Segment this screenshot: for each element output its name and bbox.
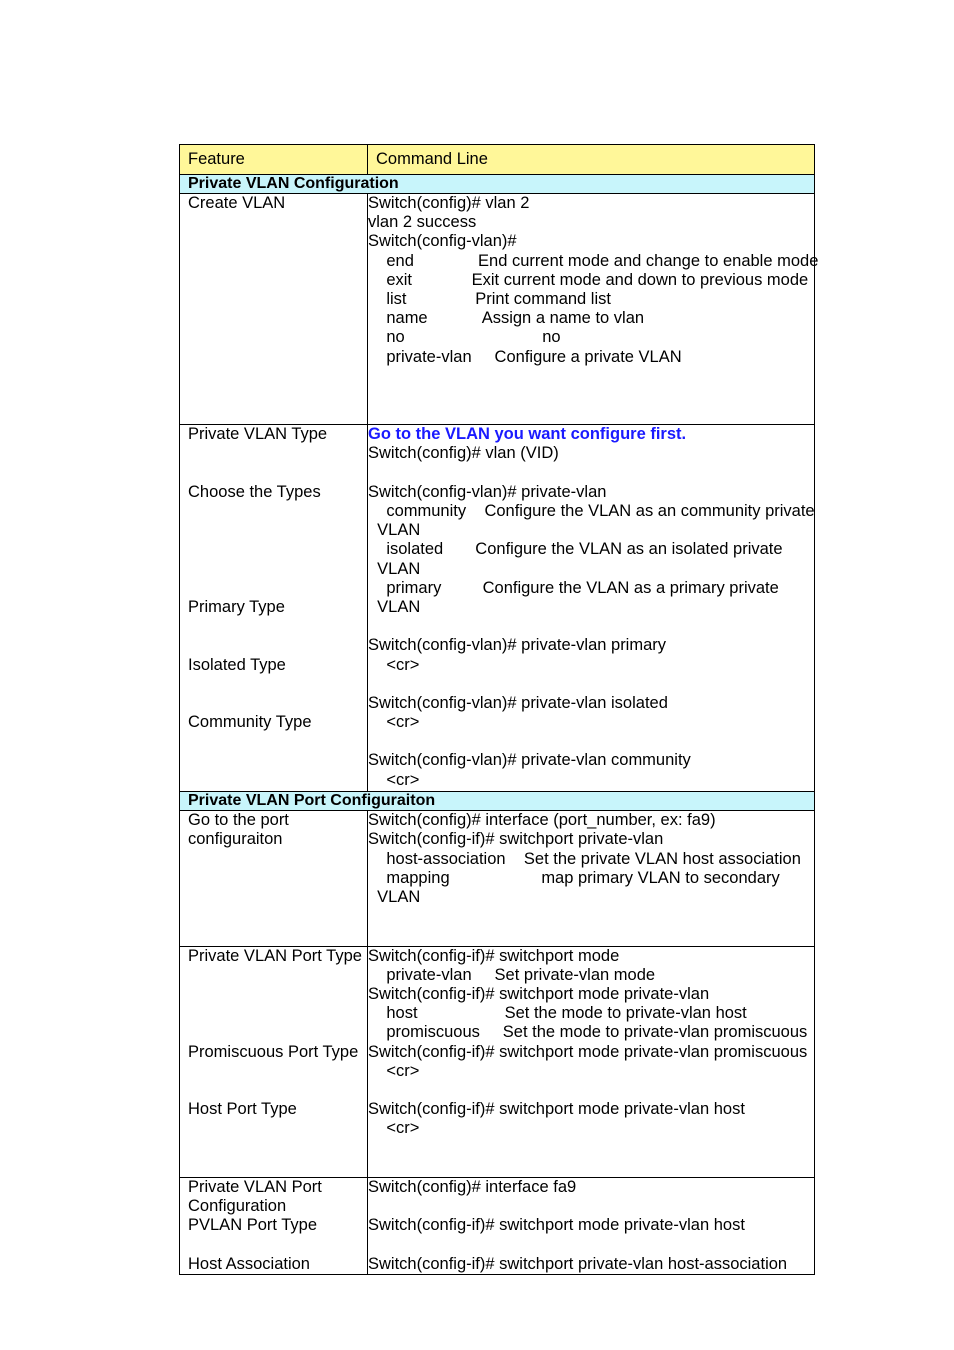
feature-line [188,985,367,1004]
feature-line: Primary Type [188,597,285,616]
feature-line [188,540,367,559]
feature-line [188,464,367,483]
feature-line [188,348,367,367]
command-line: exit Exit current mode and down to previous mode [368,270,809,289]
feature-line [188,444,367,463]
command-line [368,1138,814,1157]
feature-cell [180,946,368,1177]
feature-line [188,328,367,347]
feature-line [188,869,367,888]
command-line: Switch(config-if)# switchport mode private-vlan promiscuous [368,1042,808,1061]
feature-line [188,252,367,271]
feature-line [188,1235,367,1254]
command-line: <cr> [368,655,420,674]
command-line: host-association Set the private VLAN host association [368,849,801,868]
feature-line [188,309,367,328]
command-line [368,1081,814,1100]
feature-cell [180,425,368,792]
command-line: end End current mode and change to enable mode [368,251,819,270]
feature-line [188,405,367,424]
table-header-row [180,145,815,175]
feature-line [188,271,367,290]
command-line: Switch(config)# vlan 2 [368,194,530,212]
feature-line: Private VLAN Port [188,1177,322,1196]
feature-line [188,732,367,751]
command-line: VLAN [368,521,421,540]
command-line: Switch(config-if)# switchport mode private-vlan [368,984,710,1003]
command-line [368,464,814,483]
header-feature: Feature [180,145,368,175]
command-cell [368,425,815,792]
command-line: <cr> [368,770,420,789]
feature-line [188,579,367,598]
command-line [368,617,814,636]
feature-line [188,1023,367,1042]
command-line: Switch(config)# interface fa9 [368,1177,577,1196]
section-header-row [180,792,815,811]
command-line: private-vlan Configure a private VLAN [368,347,682,366]
command-line [368,1235,814,1254]
command-line: list Print command list [368,289,611,308]
command-cell [368,194,819,425]
command-line: mapping map primary VLAN to secondary [368,868,780,887]
command-line: community Configure the VLAN as an community private [368,502,815,520]
feature-line: Private VLAN Port Type [188,946,362,965]
command-cell [368,811,815,946]
table-row [180,1177,815,1274]
command-line: VLAN [368,559,421,578]
feature-line [188,771,367,790]
command-line: no no [368,328,561,347]
feature-line [188,926,367,945]
feature-line [188,966,367,985]
feature-line [188,1138,367,1157]
instruction-note: Go to the VLAN you want configure first. [368,425,687,444]
feature-line [188,560,367,579]
feature-line [188,617,367,636]
table-row [180,425,815,792]
feature-line: configuraiton [188,830,283,849]
feature-line: Host Association [188,1254,310,1273]
feature-line [188,694,367,713]
command-line [368,732,814,751]
feature-line: Host Port Type [188,1100,297,1119]
command-line [368,367,814,386]
command-line: Switch(config)# interface (port_number, ex: fa9) [368,811,716,830]
feature-line [188,502,367,521]
command-line [368,386,814,405]
feature-cell [180,194,368,425]
command-reference-table [179,144,819,1275]
command-line: Switch(config)# vlan (VID) [368,444,559,463]
feature-line [188,888,367,907]
feature-line [188,1119,367,1138]
feature-line [188,1062,367,1081]
table-row [180,946,815,1177]
feature-line [188,636,367,655]
feature-line [188,675,367,694]
command-line: Switch(config-if)# switchport private-vlan [368,830,664,849]
feature-line [188,751,367,770]
command-line: Switch(config-vlan)# [368,232,517,251]
command-line: VLAN [368,597,421,616]
table-row [180,194,815,425]
command-line: Switch(config-if)# switchport private-vlan host-association [368,1254,788,1273]
feature-line [188,213,367,232]
command-line: primary Configure the VLAN as a primary private [368,578,779,597]
command-cell [368,946,815,1177]
feature-cell [180,811,368,946]
command-line: VLAN [368,888,421,906]
command-line: Switch(config-if)# switchport mode private-vlan host [368,1100,745,1119]
feature-line [188,907,367,926]
command-cell [368,1177,815,1274]
command-line [368,1197,814,1216]
feature-line [188,367,367,386]
feature-line: Private VLAN Type [188,425,328,444]
feature-line [188,521,367,540]
feature-line: Community Type [188,713,312,732]
command-line: Switch(config-vlan)# private-vlan [368,482,607,501]
feature-line: Promiscuous Port Type [188,1042,359,1061]
section-title: Private VLAN Port Configuraiton [180,792,815,811]
command-line: <cr> [368,713,420,732]
command-line: <cr> [368,1119,420,1138]
command-line: Switch(config-vlan)# private-vlan community [368,751,691,770]
command-line: promiscuous Set the mode to private-vlan promiscuous [368,1023,808,1042]
feature-line [188,290,367,309]
feature-cell [180,1177,368,1274]
command-line: host Set the mode to private-vlan host [368,1004,747,1023]
feature-line: PVLAN Port Type [188,1216,318,1235]
command-line: isolated Configure the VLAN as an isolated private [368,540,783,559]
section-title: Private VLAN Configuration [180,175,815,194]
section-header-row [180,175,815,194]
command-line: Switch(config-if)# switchport mode [368,946,620,965]
feature-line: Choose the Types [188,482,321,501]
command-line [368,907,814,926]
feature-line [188,1081,367,1100]
feature-line: Create VLAN [188,194,286,212]
command-line: Switch(config-if)# switchport mode private-vlan host [368,1216,745,1235]
header-command-line: Command Line [368,145,815,175]
feature-line: Go to the port [188,811,289,830]
feature-line [188,1158,367,1177]
feature-line: Isolated Type [188,655,286,674]
table-row [180,811,815,946]
feature-line [188,386,367,405]
feature-line [188,1004,367,1023]
command-line: Switch(config-vlan)# private-vlan primary [368,636,667,655]
command-line [368,675,814,694]
feature-line [188,232,367,251]
command-line: vlan 2 success [368,213,477,232]
feature-line: Configuration [188,1197,287,1215]
command-line: private-vlan Set private-vlan mode [368,965,656,984]
command-line: <cr> [368,1061,420,1080]
feature-line [188,850,367,869]
command-line: name Assign a name to vlan [368,309,645,328]
command-line: Switch(config-vlan)# private-vlan isolated [368,693,668,712]
